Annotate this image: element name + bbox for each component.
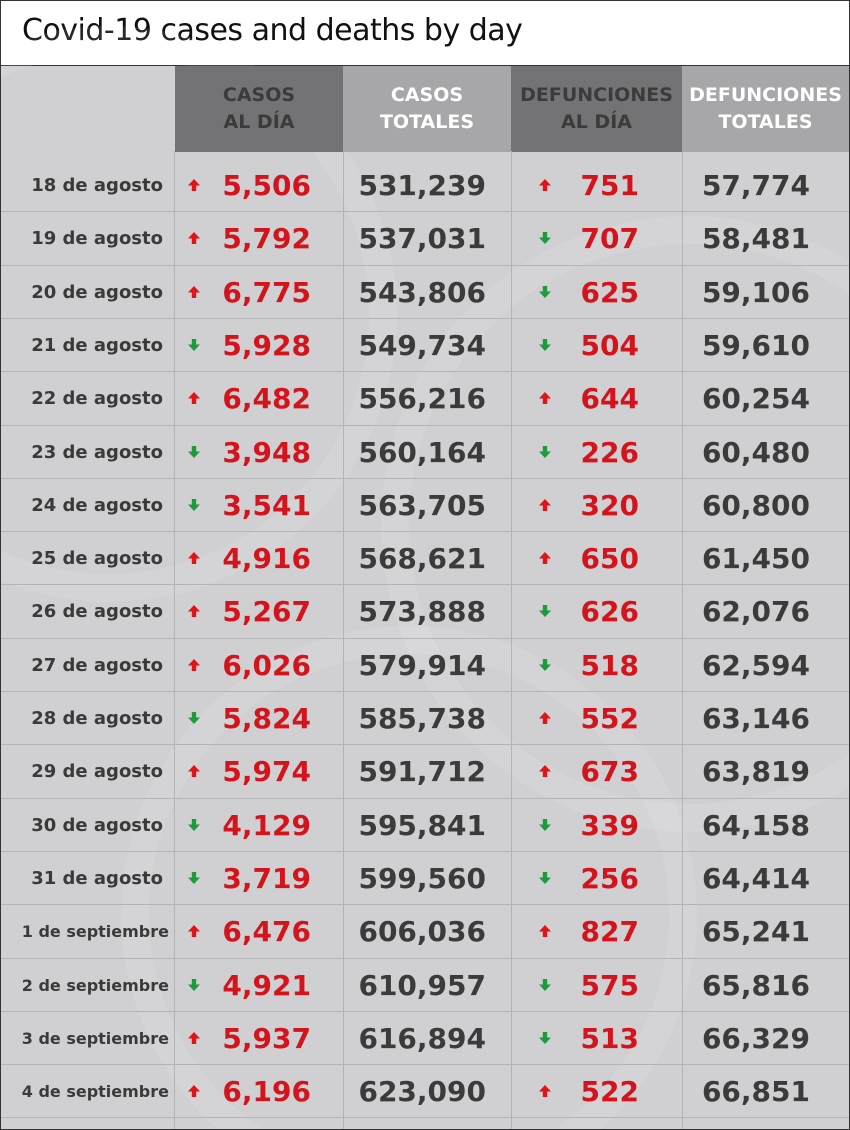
defunciones-totales-value: 60,800 (701, 488, 810, 522)
arrow-up-icon (187, 551, 201, 565)
defunciones-totales-value: 66,851 (701, 1075, 810, 1109)
arrow-up-icon (538, 178, 552, 192)
arrow-up-icon (187, 658, 201, 672)
casos-totales-value: 556,216 (358, 382, 486, 416)
arrow-down-icon (187, 711, 201, 725)
header-casos-al-dia (175, 66, 343, 152)
defunciones-totales-value: 59,106 (701, 275, 810, 309)
arrow-down-icon (538, 818, 552, 832)
arrow-down-icon (538, 285, 552, 299)
arrow-up-icon (187, 231, 201, 245)
defunciones-totales-value: 65,241 (701, 915, 810, 949)
table-row (1, 532, 849, 585)
casos-al-dia-value: 6,775 (222, 275, 311, 309)
arrow-down-icon (187, 978, 201, 992)
casos-totales-value: 568,621 (358, 542, 486, 576)
defunciones-al-dia-value: 673 (580, 755, 639, 789)
date-cell: 20 de agosto (31, 281, 163, 303)
defunciones-totales-value: 59,610 (701, 328, 810, 362)
header-line: CASOS (222, 84, 296, 106)
table-row (1, 959, 849, 1012)
casos-al-dia-value: 3,948 (222, 435, 311, 469)
casos-totales-value: 549,734 (358, 328, 486, 362)
date-cell: 19 de agosto (31, 228, 163, 250)
date-cell: 3 de septiembre (21, 1028, 169, 1048)
date-cell: 24 de agosto (31, 494, 163, 516)
arrow-up-icon (538, 498, 552, 512)
table-row (1, 692, 849, 745)
table-row (1, 1012, 849, 1065)
arrow-down-icon (538, 1031, 552, 1045)
header-casos-totales (343, 66, 511, 152)
defunciones-totales-value: 66,329 (701, 1021, 810, 1055)
defunciones-al-dia-value: 320 (580, 488, 639, 522)
header-line: AL DÍA (561, 111, 632, 133)
casos-al-dia-value: 5,824 (222, 702, 311, 735)
header-line: DEFUNCIONES (689, 84, 842, 106)
arrow-up-icon (187, 391, 201, 405)
defunciones-totales-value: 64,158 (701, 808, 810, 842)
defunciones-totales-value: 65,816 (701, 968, 810, 1002)
defunciones-al-dia-value: 226 (580, 435, 639, 469)
casos-totales-value: 537,031 (358, 222, 486, 256)
defunciones-al-dia-value: 552 (580, 702, 639, 735)
arrow-up-icon (187, 764, 201, 778)
date-cell: 31 de agosto (31, 867, 163, 889)
defunciones-al-dia-value: 575 (580, 968, 639, 1002)
arrow-up-icon (538, 711, 552, 725)
date-cell: 28 de agosto (31, 708, 163, 729)
date-cell: 21 de agosto (31, 334, 163, 356)
arrow-up-icon (187, 1084, 201, 1098)
date-cell: 4 de septiembre (21, 1082, 169, 1102)
casos-al-dia-value: 4,129 (222, 808, 311, 842)
arrow-up-icon (187, 178, 201, 192)
defunciones-totales-value: 64,414 (701, 861, 810, 895)
arrow-down-icon (187, 445, 201, 459)
table-row (1, 319, 849, 372)
arrow-down-icon (187, 338, 201, 352)
arrow-down-icon (187, 498, 201, 512)
defunciones-al-dia-value: 518 (580, 648, 639, 682)
table-row (1, 852, 849, 905)
arrow-down-icon (538, 871, 552, 885)
arrow-up-icon (187, 604, 201, 618)
table-row (1, 212, 849, 265)
defunciones-al-dia-value: 504 (580, 328, 639, 362)
arrow-up-icon (538, 391, 552, 405)
casos-totales-value: 563,705 (358, 488, 486, 522)
defunciones-al-dia-value: 650 (580, 542, 639, 576)
casos-totales-value: 543,806 (358, 275, 486, 309)
casos-al-dia-value: 6,196 (222, 1075, 311, 1109)
arrow-up-icon (187, 924, 201, 938)
table-row (1, 585, 849, 638)
table-row (1, 745, 849, 798)
casos-totales-value: 560,164 (358, 435, 486, 469)
header-line: DEFUNCIONES (520, 84, 673, 106)
arrow-down-icon (187, 871, 201, 885)
table-row (1, 479, 849, 532)
defunciones-totales-value: 60,480 (701, 435, 810, 469)
casos-al-dia-value: 5,937 (222, 1021, 311, 1055)
casos-totales-value: 623,090 (358, 1075, 486, 1109)
casos-totales-value: 606,036 (358, 915, 486, 949)
defunciones-al-dia-value: 339 (580, 808, 639, 842)
header-line: TOTALES (379, 111, 475, 133)
defunciones-totales-value: 61,450 (701, 542, 810, 576)
casos-al-dia-value: 5,267 (222, 595, 311, 629)
header-defunciones-totales (682, 66, 849, 152)
arrow-down-icon (187, 818, 201, 832)
defunciones-al-dia-value: 751 (580, 169, 639, 202)
date-cell: 25 de agosto (31, 548, 163, 570)
arrow-down-icon (538, 231, 552, 245)
date-cell: 22 de agosto (31, 388, 163, 410)
defunciones-al-dia-value: 513 (580, 1021, 639, 1055)
date-cell: 18 de agosto (31, 175, 163, 196)
casos-al-dia-value: 6,026 (222, 648, 311, 682)
defunciones-al-dia-value: 256 (580, 861, 639, 895)
casos-al-dia-value: 5,928 (222, 328, 311, 362)
casos-totales-value: 616,894 (358, 1021, 486, 1055)
arrow-down-icon (538, 658, 552, 672)
date-cell: 29 de agosto (31, 761, 163, 783)
date-cell: 23 de agosto (31, 441, 163, 463)
defunciones-al-dia-value: 644 (580, 382, 639, 416)
casos-totales-value: 531,239 (358, 169, 486, 202)
table-row (1, 266, 849, 319)
date-cell: 27 de agosto (31, 654, 163, 676)
header-defunciones-al-dia (511, 66, 682, 152)
page-title: Covid-19 cases and deaths by day (22, 13, 523, 48)
defunciones-al-dia-value: 522 (580, 1075, 639, 1109)
defunciones-totales-value: 58,481 (701, 222, 810, 256)
casos-totales-value: 573,888 (358, 595, 486, 629)
arrow-down-icon (538, 978, 552, 992)
defunciones-totales-value: 62,594 (701, 648, 810, 682)
arrow-up-icon (538, 551, 552, 565)
defunciones-totales-value: 62,076 (701, 595, 810, 629)
header-line: CASOS (390, 84, 464, 106)
arrow-up-icon (538, 924, 552, 938)
casos-totales-value: 585,738 (358, 702, 486, 735)
table-row (1, 159, 849, 212)
date-cell: 1 de septiembre (21, 922, 169, 942)
header-line: TOTALES (718, 111, 813, 133)
table-row (1, 1065, 849, 1118)
arrow-up-icon (538, 1084, 552, 1098)
casos-al-dia-value: 4,921 (222, 968, 311, 1002)
arrow-up-icon (187, 1031, 201, 1045)
table-row (1, 426, 849, 479)
table-row (1, 799, 849, 852)
casos-al-dia-value: 3,719 (222, 861, 311, 895)
casos-al-dia-value: 4,916 (222, 542, 311, 576)
defunciones-al-dia-value: 625 (580, 275, 639, 309)
defunciones-totales-value: 63,146 (701, 702, 810, 735)
table-row (1, 639, 849, 692)
casos-al-dia-value: 5,506 (222, 169, 311, 202)
table-row (1, 372, 849, 425)
defunciones-totales-value: 60,254 (701, 382, 810, 416)
casos-totales-value: 591,712 (358, 755, 486, 789)
casos-al-dia-value: 5,974 (222, 755, 311, 789)
header-line: AL DÍA (223, 111, 295, 133)
defunciones-al-dia-value: 707 (580, 222, 639, 256)
casos-totales-value: 595,841 (358, 808, 486, 842)
defunciones-totales-value: 57,774 (701, 169, 810, 202)
casos-al-dia-value: 6,476 (222, 915, 311, 949)
date-cell: 26 de agosto (31, 601, 163, 623)
arrow-down-icon (538, 445, 552, 459)
casos-al-dia-value: 5,792 (222, 222, 311, 256)
defunciones-totales-value: 63,819 (701, 755, 810, 789)
date-cell: 2 de septiembre (21, 975, 169, 995)
arrow-down-icon (538, 338, 552, 352)
casos-al-dia-value: 6,482 (222, 382, 311, 416)
defunciones-al-dia-value: 827 (580, 915, 639, 949)
defunciones-al-dia-value: 626 (580, 595, 639, 629)
arrow-down-icon (538, 604, 552, 618)
casos-totales-value: 579,914 (358, 648, 486, 682)
casos-al-dia-value: 3,541 (222, 488, 311, 522)
casos-totales-value: 599,560 (358, 861, 486, 895)
date-cell: 30 de agosto (31, 814, 163, 836)
casos-totales-value: 610,957 (358, 968, 486, 1002)
table-row (1, 905, 849, 958)
arrow-up-icon (187, 285, 201, 299)
arrow-up-icon (538, 764, 552, 778)
